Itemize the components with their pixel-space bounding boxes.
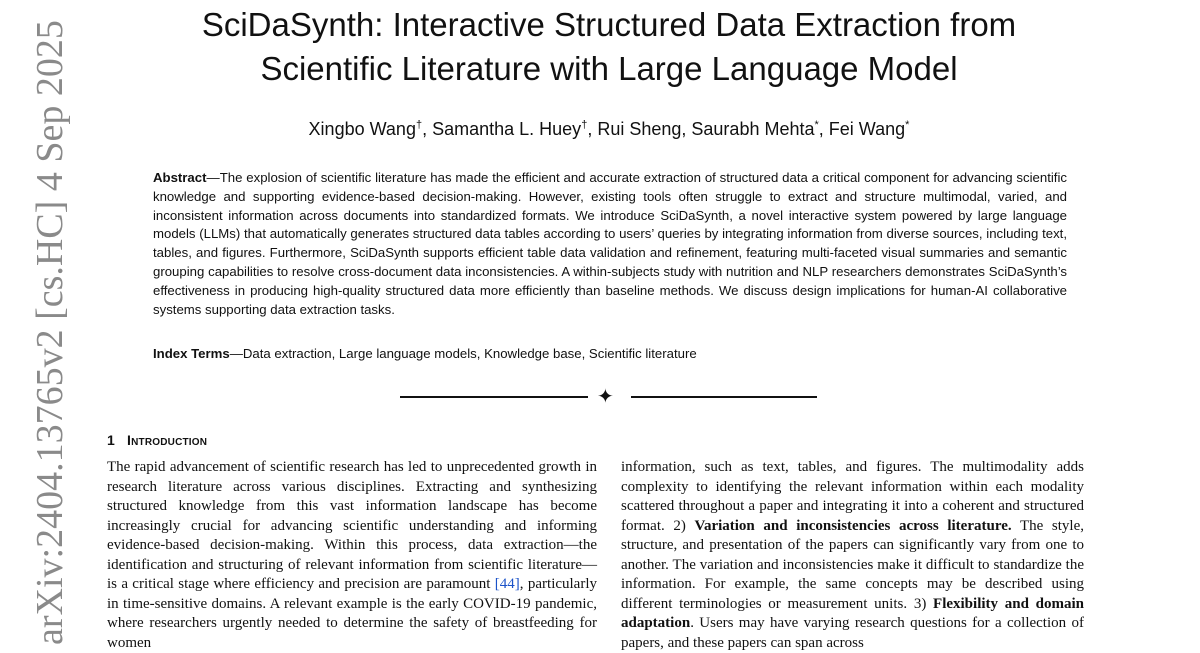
paragraph-text: The rapid advancement of scientific research has led to unprecedented growth in research literature across various disciplines. Extracting and synthesizing structured knowledge from this vast information landscape has become increasingly crucial for advancing scientific understanding and informing evidence-based decision-making. Within this process, data extraction—the identification and structuring of relevant information from scientific literature—is a critical stage where efficiency and precision are paramount [107, 459, 597, 592]
affiliation-mark: † [415, 119, 423, 131]
index-terms [153, 345, 1067, 363]
affiliation-mark: * [814, 119, 819, 131]
bold-heading-variation: Variation and inconsistencies across literature. [694, 517, 1012, 534]
star-icon: ✦ [597, 386, 614, 408]
paper-title [150, 3, 1068, 91]
abstract-label: Abstract [153, 170, 207, 185]
abstract-text: —The explosion of scientific literature has made the efficient and accurate extraction of structured data a critical component for advancing scientific knowledge and supporting evidence-based decision-making. However, existing tools often struggle to extract and structure multimodal, varied, and inconsistent information across documents into standardized formats. We introduce SciDaSynth, a novel interactive system powered by large language models (LLMs) that automatically generates structured data tables according to users’ queries by integrating information from diverse sources, including text, tables, and figures. Furthermore, SciDaSynth supports efficient table data validation and refinement, featuring multi-faceted visual summaries and semantic grouping capabilities to resolve cross-document data inconsistencies. A within-subjects study with nutrition and NLP researchers demonstrates SciDaSynth’s effectiveness in producing high-quality structured data more efficiently than baseline methods. We discuss design implications for human-AI collaborative systems supporting data extraction tasks. [153, 170, 1067, 317]
author-list [150, 113, 1068, 141]
section-heading [107, 432, 207, 448]
paragraph-text-end: . Users may have varying research questions for a collection of papers, and these papers can span across [621, 615, 1084, 651]
author-4: Saurabh Mehta*, [691, 119, 829, 139]
divider-line-left [400, 396, 588, 398]
bold-heading-flexibility: Flexibility and domain adaptation [621, 595, 1084, 631]
abstract [153, 169, 1067, 319]
paragraph-text-continued: The style, structure, and presentation of the papers can significantly vary from one to another. The variation and inconsistencies make it difficult to standardize the information. For example, the same concepts may be described using different terminologies or measurement units. 3) [621, 517, 1085, 612]
body-column-right [621, 458, 1084, 653]
title-line-2: Scientific Literature with Large Language Model [260, 50, 958, 87]
section-divider [400, 386, 818, 408]
section-number: 1 [107, 432, 115, 448]
citation-link[interactable]: [44] [494, 576, 520, 592]
author-2: Samantha L. Huey†, [432, 119, 598, 139]
body-column-left [107, 458, 597, 653]
affiliation-mark: † [581, 119, 588, 131]
author-3: Rui Sheng, [597, 119, 692, 139]
paragraph-text: information, such as text, tables, and figures. The multimodality adds complexity to identifying the relevant information within each modality scattered throughout a paper and integrating it into a coherent and structured format. 2) [621, 459, 1084, 534]
title-line-1: SciDaSynth: Interactive Structured Data Extraction from [201, 6, 1017, 43]
author-5: Fei Wang* [828, 119, 910, 139]
paragraph-text-continued: , particularly in time-sensitive domains. A relevant example is the early COVID-19 pandemic, where researchers urgently needed to determine the safety of breastfeeding for women [107, 576, 598, 651]
index-terms-label: Index Terms [153, 346, 230, 361]
affiliation-mark: * [905, 119, 910, 131]
section-title: Introduction [127, 432, 208, 448]
divider-line-right [631, 396, 817, 398]
arxiv-identifier-stamp: arXiv:2404.13765v2 [cs.HC] 4 Sep 2025 [29, 20, 71, 645]
index-terms-text: —Data extraction, Large language models, Knowledge base, Scientific literature [229, 346, 697, 361]
author-1: Xingbo Wang†, [308, 119, 433, 139]
